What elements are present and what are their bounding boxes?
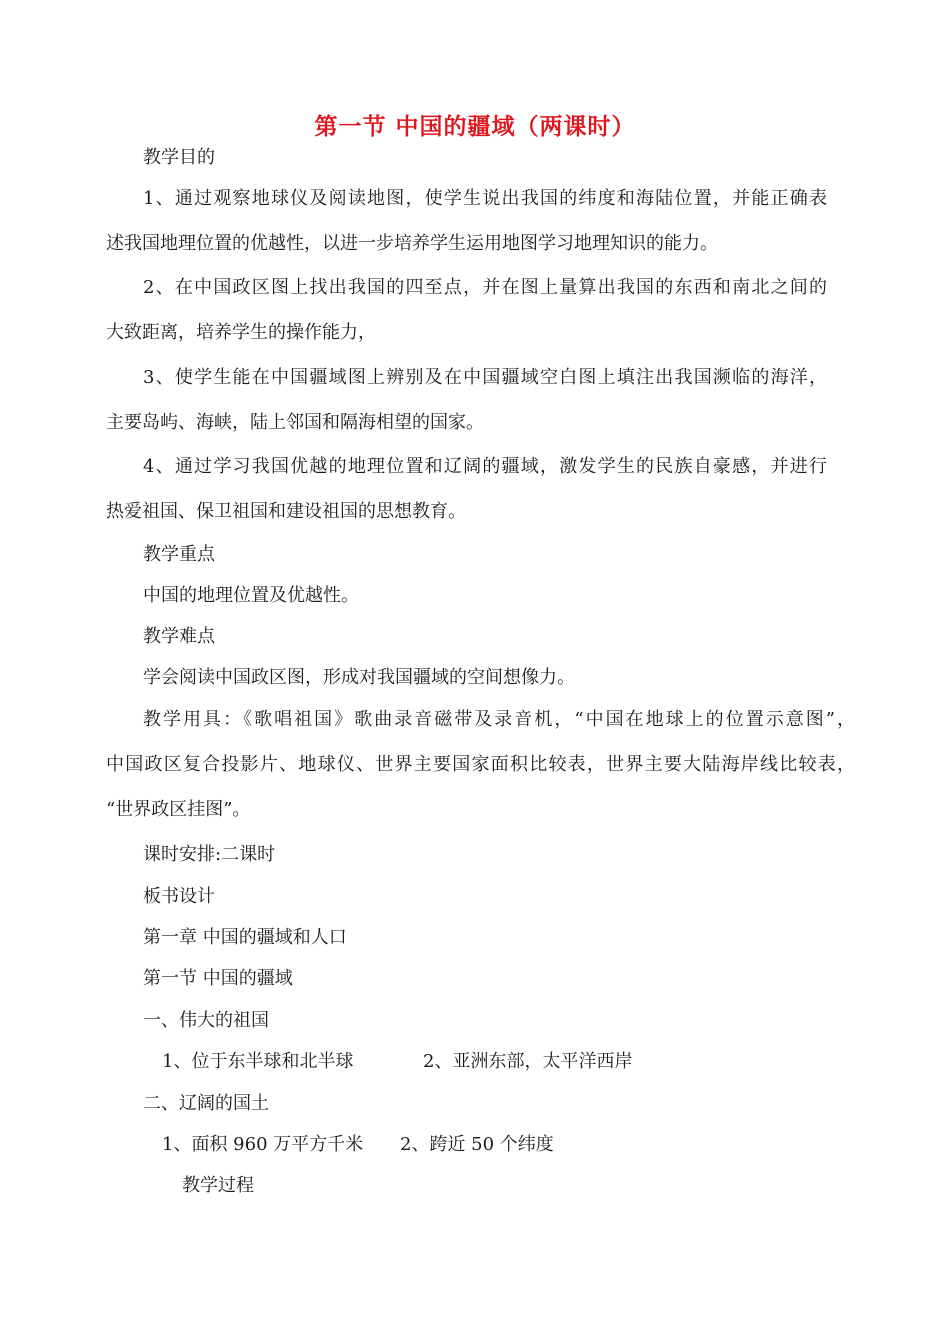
tools-line-1: 教学用具：《歌唱祖国》歌曲录音磁带及录音机，“中国在地球上的位置示意图”， [143,709,855,730]
board-part-1-point-2: 2、亚洲东部，太平洋西岸 [423,1051,633,1072]
key-point-heading: 教学重点 [143,544,215,565]
board-section: 第一节 中国的疆域 [143,968,293,989]
process-heading: 教学过程 [182,1175,254,1196]
objective-4-line-1: 4、通过学习我国优越的地理位置和辽阔的疆域，激发学生的民族自豪感，并进行 [143,456,827,477]
board-part-1-point-1: 1、位于东半球和北半球 [162,1051,354,1072]
key-point-text: 中国的地理位置及优越性。 [143,585,359,606]
board-chapter: 第一章 中国的疆域和人口 [143,927,347,948]
board-part-2-heading: 二、辽阔的国土 [143,1093,269,1114]
difficulty-heading: 教学难点 [143,626,215,647]
objective-3-line-1: 3、使学生能在中国疆域图上辨别及在中国疆域空白图上填注出我国濒临的海洋， [143,367,827,388]
objective-1-line-1: 1、通过观察地球仪及阅读地图，使学生说出我国的纬度和海陆位置，并能正确表 [143,188,827,209]
objective-4-line-2: 热爱祖国、保卫祖国和建设祖国的思想教育。 [106,501,466,522]
objective-1-line-2: 述我国地理位置的优越性，以进一步培养学生运用地图学习地理知识的能力。 [106,233,718,254]
tools-line-3: “世界政区挂图”。 [106,799,251,820]
tools-line-2: 中国政区复合投影片、地球仪、世界主要国家面积比较表，世界主要大陆海岸线比较表， [106,754,855,775]
schedule-text: 课时安排:二课时 [143,844,276,865]
board-part-2-point-1: 1、面积 960 万平方千米 [162,1134,364,1155]
board-heading: 板书设计 [143,886,215,907]
board-part-2-point-2: 2、跨近 50 个纬度 [400,1134,554,1155]
document-title: 第一节 中国的疆域（两课时） [314,113,636,140]
difficulty-text: 学会阅读中国政区图，形成对我国疆域的空间想像力。 [143,667,575,688]
objective-2-line-1: 2、在中国政区图上找出我国的四至点，并在图上量算出我国的东西和南北之间的 [143,277,827,298]
objective-3-line-2: 主要岛屿、海峡，陆上邻国和隔海相望的国家。 [106,412,484,433]
objectives-heading: 教学目的 [143,147,215,168]
board-part-1-heading: 一、伟大的祖国 [143,1010,269,1031]
objective-2-line-2: 大致距离，培养学生的操作能力， [106,322,376,343]
